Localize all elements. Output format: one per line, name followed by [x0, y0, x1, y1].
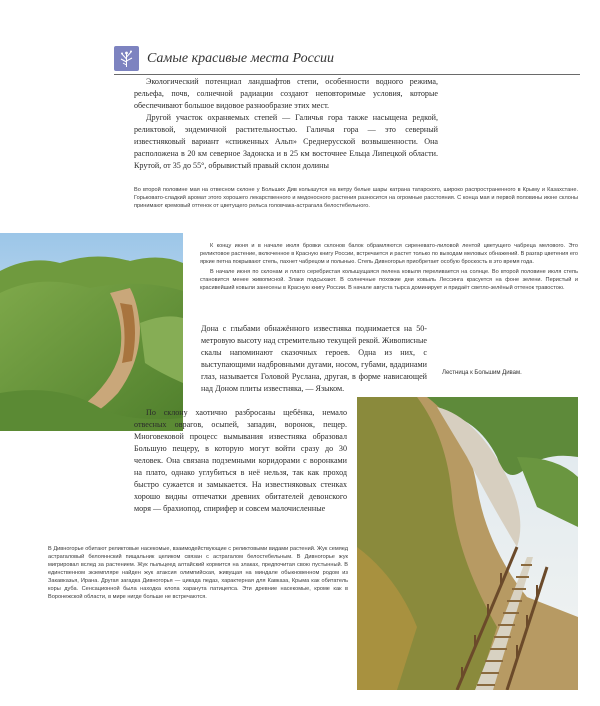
- caption-text: Во второй половине мая на отвесном склоне у Больших Див колышутся на ветру белые шары катрана татарского, широко распространенного в Крыму и Казахстане. Горьковато-сладкий аромат этого хорошего лекарственного и медоносного растения разносится на огромные расстояния. С конца мая и первой половины июне склоны принимают кремовый оттенок от цветущего рельса головчака-астрагала белостебельного.: [134, 187, 578, 209]
- photo-steppe-slope: [0, 233, 183, 431]
- paragraph: Дона с глыбами обнажённого известняка поднимается на 50-метровую высоту над стремительно текущей рекой. Живописные скалы напоминают сказочных героев. Одна из них, с выступающими надбровными дугами, носом, губами, вдадинами глаз, называется Головой Руслана, другая, в форме нависающей над Доном плиты известняка, — Языком.: [201, 324, 427, 393]
- caption-text: В начале июня по склонам и плато серебристая колышущаяся пелена ковыля переливается на солнце. Во второй половине июля степь становится менее живописной. Злаки подсыхают. В солнечные похожие дни ковыль Лессинга красуется на фоне зелени. Перистый и красивейший ковыли занесены в Красную книгу России. В начале августа тырса доминирует и придаёт светло-зелёный оттенок травостою.: [200, 269, 578, 291]
- paragraph: Экологический потенциал ландшафтов степи, особенности водного режима, рельефа, почв, солнечной радиации создают неповторимые условия, которые обеспечивают большое видовое разнообразие этих мест.: [134, 77, 438, 110]
- header-divider: [114, 74, 580, 75]
- caption-top: [134, 186, 578, 212]
- caption-bottom: [48, 545, 348, 603]
- paragraph: Другой участок охраняемых степей — Галичья гора также насыщена редкой, реликтовой, эндемичной растительностью. Галичья гора — это северный известняковый вариант «спиженных Альп» Среднерусской возвышенности. Она расположена в 20 км северное Задонска и в 25 км восточнее Ельца Липецкой области. Крутой, от 35 до 55°, обрывистый правый склон долины: [134, 113, 438, 170]
- photo-staircase: [357, 397, 578, 690]
- main-text-mid: [201, 323, 427, 395]
- main-text-bottom: [134, 407, 347, 515]
- main-text-top: [134, 76, 438, 172]
- paragraph: По склону хаотично разбросаны щебёнка, немало отвесных оврагов, осыпей, западин, воронок, пещер. Многовековой процесс вымывания известняка образовал Большую пещеру, в которую могут войти сразу до 30 человек. Она связана подземными коридорами с воронками на плато, однако углубиться в неё нельзя, так как проход быстро сужается и замыкается. На известняковых стенках хорошо видны отпечатки древних обитателей девонского моря — брахиопод, спирифер и совсем малочисленные: [134, 408, 347, 513]
- caption-middle: [200, 242, 578, 294]
- caption-text: К концу июня и в начале июля бровки склонов балок обрамляются сиреневато-лиловой лентой цветущего чабреца мелового. Это реликтовое растение, включенное в Красную книгу России, встречается и растет только по выходам меловых обнажений. В разгар цветения его яркие петна покрывают степь, пахнет чабрецом и полынью. Степь Дивногорья приобретает особую броскость в это время года.: [200, 243, 578, 265]
- grass-sprig-icon: [114, 46, 139, 71]
- photo-caption: Лестница к Большим Дивам.: [442, 370, 522, 376]
- logo-icon: [114, 46, 139, 71]
- caption-text: В Дивногорье обитают реликтовые насекомые, взаимодействующие с реликтовыми видами растений. Жук семяед астрагаловый белояннский пищальник целиком связан с астрагалом белостебельным. В Дивногорье жук мигрировал вслед за растением. Жук пыльцеед алтайский кормится на злаках, предпочитая свою пустынный. В единственном экземпляре найден жук атаксия олимпийская, живущая на миндале обыкновенном родом из Закавказья, Ирана. Другая загадка Дивногорья — цикада педаз, характерная для Кавказа, Крыма как обитатель коры дуба. Сенсационной была находка клопа харанута патицепса. Эти древние насекомые, кроме как в Воронежской области, в мире нигде больше не встречаются.: [48, 546, 348, 600]
- section-title: Самые красивые места России: [147, 51, 335, 66]
